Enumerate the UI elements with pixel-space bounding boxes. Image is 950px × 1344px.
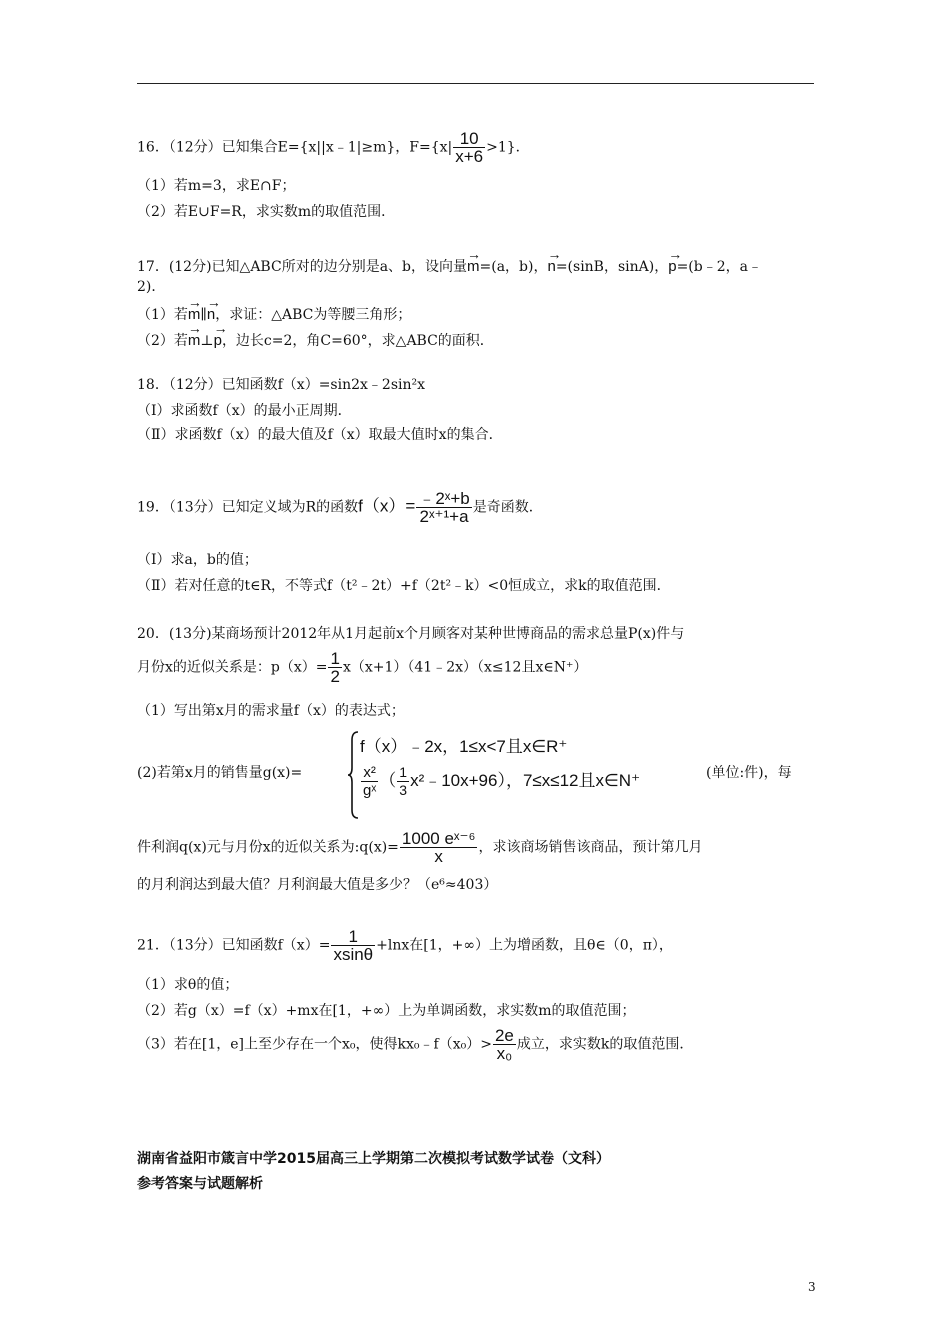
vector-p: → p: [214, 326, 222, 350]
q21-line2: （1）求θ的值；: [137, 977, 239, 993]
header-rule: [137, 83, 814, 84]
q16-line1: 16．（12分）已知集合E={x||x﹣1|≥m}，F={x| $\frac{10}{x+6}$ >1}．: [137, 129, 530, 166]
q20-line1: 20．(13分)某商场预计2012年从1月起前x个月顾客对某种世博商品的需求总量P(x)件与: [137, 626, 685, 642]
q17-line3: （1）若→ m∥→ n，求证：△ABC为等腰三角形；: [137, 300, 411, 324]
q20-line5: 件利润q(x)元与月份x的近似关系为:q(x)= $\frac{\text{1000 eˣ⁻⁶}}{x}$ ，求该商场销售该商品，预计第几月: [137, 829, 703, 866]
fraction: $\frac{1}{2}$: [330, 649, 340, 686]
vector-m: → m: [467, 252, 480, 276]
q19-line2: （Ⅰ）求a，b的值；: [137, 552, 258, 568]
q20-line3: （1）写出第x月的需求量f（x）的表达式；: [137, 703, 405, 719]
q20-line6: 的月利润达到最大值？月利润最大值是多少？（e⁶≈403）: [137, 877, 498, 893]
left-brace-icon: [348, 730, 360, 820]
answer-section-title: 湖南省益阳市箴言中学2015届高三上学期第二次模拟考试数学试卷（文科）: [137, 1151, 610, 1167]
q20-line4b: (单位:件)，每: [706, 765, 792, 781]
q17-line4: （2）若→ m⊥→ p，边长c=2，角C=60°，求△ABC的面积．: [137, 326, 494, 350]
page-number: 3: [808, 1280, 816, 1294]
q17-line1: 17．(12分)已知△ABC所对的边分别是a、b，设向量→ m=(a，b)，→ n=(sinB，sinA)，→ p=(b﹣2，a﹣: [137, 252, 762, 276]
fraction: $\frac{10}{x+6}$: [455, 129, 484, 166]
q21-line1: 21．（13分）已知函数f（x）= $\frac{1}{xsin\theta}$ +lnx在[1，+∞）上为增函数，且θ∈（0，π），: [137, 927, 673, 964]
q20-line4a: (2)若第x月的销售量g(x)=: [137, 765, 303, 781]
answer-section-subtitle: 参考答案与试题解析: [137, 1176, 263, 1192]
q17-line2: 2)．: [137, 279, 166, 295]
q21-line3: （2）若g（x）=f（x）+mx在[1，+∞）上为单调函数，求实数m的取值范围；: [137, 1003, 636, 1019]
vector-m: → m: [188, 326, 201, 350]
q18-line3: （Ⅱ）求函数f（x）的最大值及f（x）取最大值时x的集合．: [137, 427, 503, 443]
fraction: $\frac{1}{xsin\theta}$: [333, 927, 374, 964]
fraction: $\frac{\text{1000 eˣ⁻⁶}}{x}$: [401, 829, 476, 866]
vector-n: → n: [547, 252, 555, 276]
vector-n: → n: [207, 300, 215, 324]
q18-line1: 18．（12分）已知函数f（x）=sin2x﹣2sin²x: [137, 377, 426, 393]
q16-line2: （1）若m=3，求E∩F；: [137, 178, 296, 194]
q18-line2: （Ⅰ）求函数f（x）的最小正周期．: [137, 403, 352, 419]
q19-line3: （Ⅱ）若对任意的t∈R，不等式f（t²﹣2t）+f（2t²﹣k）<0恒成立，求k的取值范围．: [137, 578, 671, 594]
piecewise-case-2: $\frac{\text{x²}}{\text{gˣ}}$ （ $\frac{1}{3}$ x²﹣10x+96），7≤x≤12且x∈N⁺: [363, 764, 641, 799]
vector-p: → p: [668, 252, 676, 276]
q19-line1: 19．（13分）已知定义域为R的函数f（x）= $\frac{\text{﹣2ˣ+b}}{\text{2ˣ⁺¹+a}}$ 是奇函数．: [137, 489, 543, 526]
q16-line3: （2）若E∪F=R，求实数m的取值范围．: [137, 204, 396, 220]
q20-line2: 月份x的近似关系是：p（x）= $\frac{1}{2}$ x（x+1）（41﹣2x）（x≤12且x∈N⁺）: [137, 649, 588, 686]
q21-line4: （3）若在[1，e]上至少存在一个x₀，使得kx₀﹣f（x₀）> $\frac{2e}{\text{x₀}}$ 成立，求实数k的取值范围．: [137, 1026, 694, 1063]
fraction: $\frac{\text{﹣2ˣ+b}}{\text{2ˣ⁺¹+a}}$: [418, 489, 470, 526]
fraction: $\frac{2e}{\text{x₀}}$: [494, 1026, 514, 1063]
vector-m: → m: [188, 300, 201, 324]
piecewise-case-1: f（x）﹣2x，1≤x<7且x∈R⁺: [360, 737, 568, 756]
